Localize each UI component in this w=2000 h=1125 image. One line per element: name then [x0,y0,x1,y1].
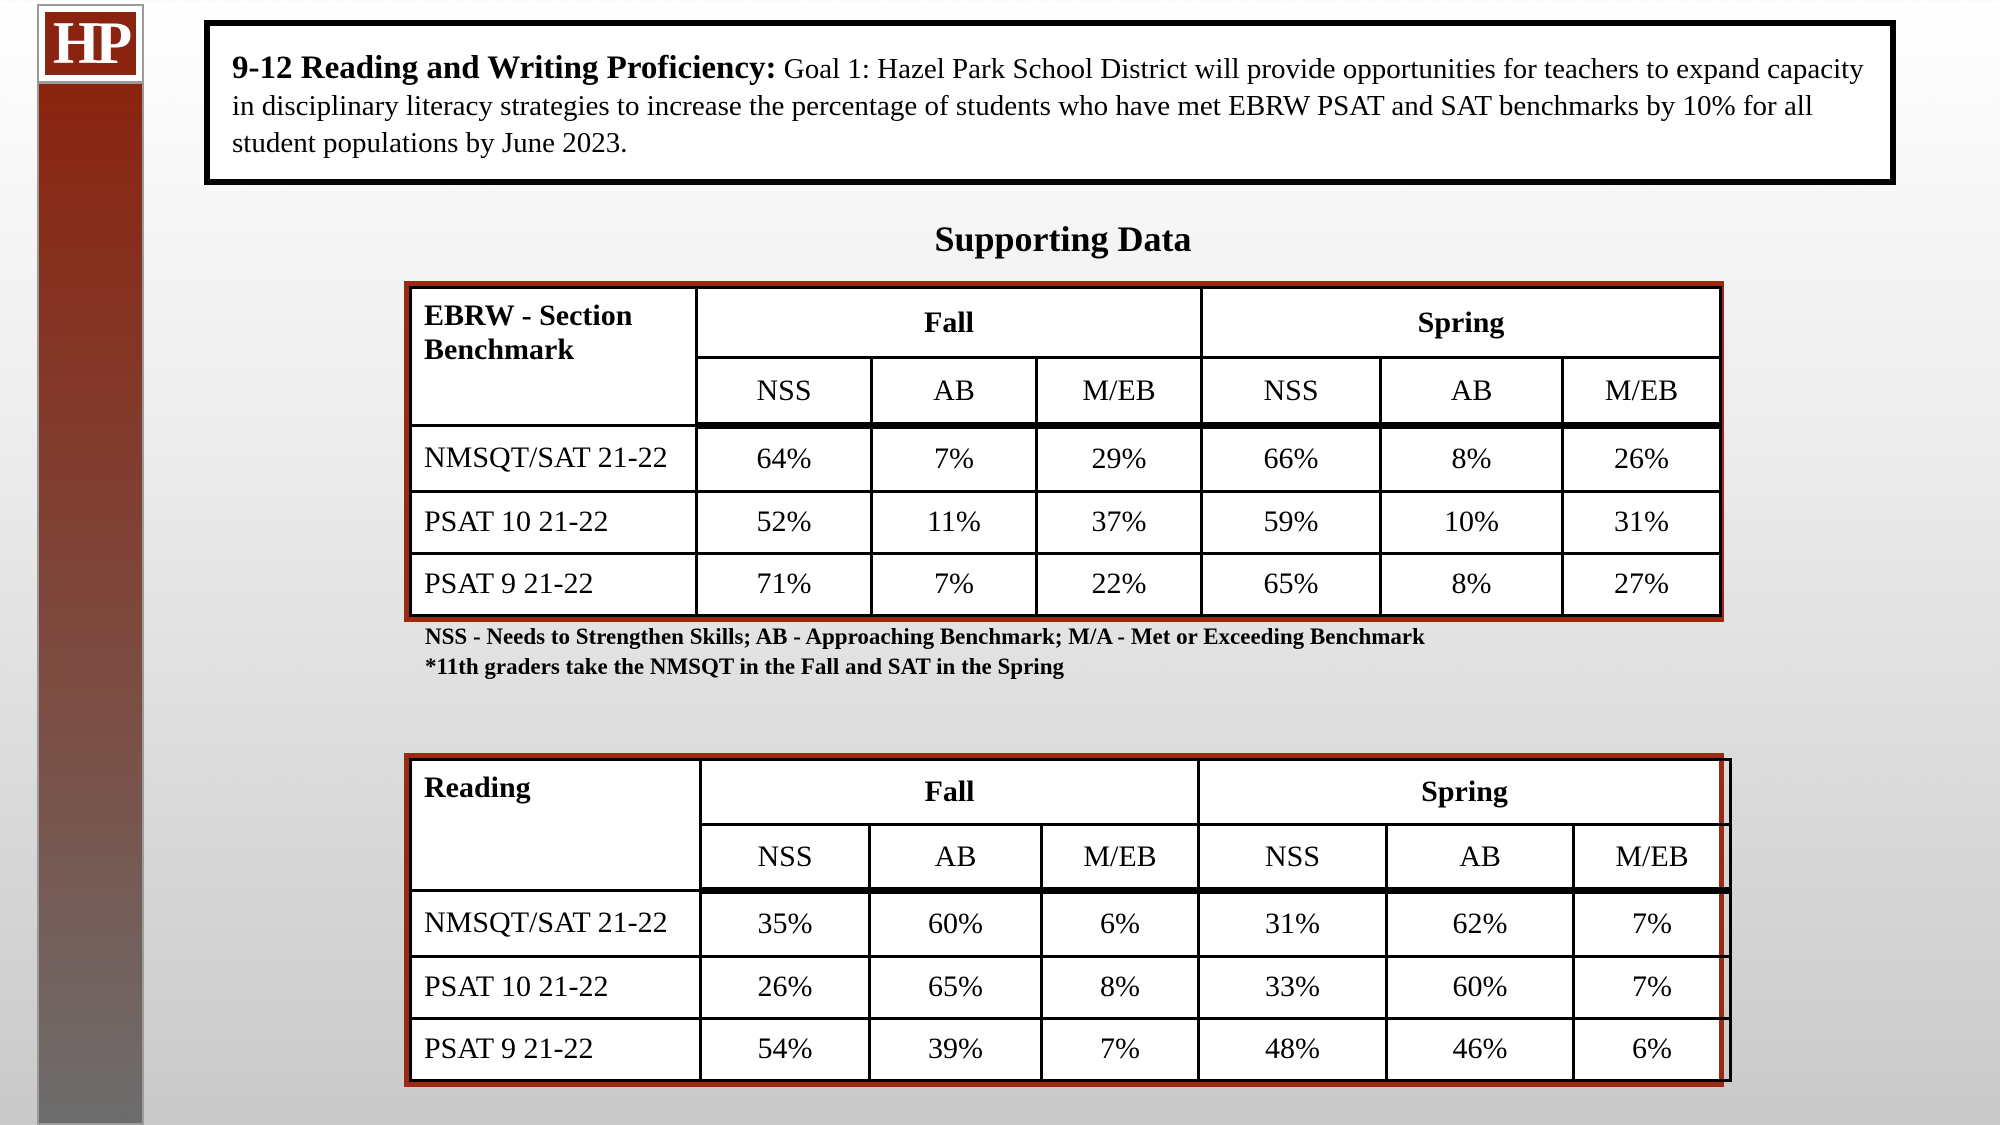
table-corner-label: Reading [411,760,701,891]
table-row [411,891,1731,957]
table-cell: 22% [1037,553,1202,615]
table-cell: 7% [872,553,1037,615]
group-header-fall: Fall [701,760,1199,825]
table-cell: 8% [1042,956,1199,1018]
table-cell: 52% [697,491,872,553]
table-cell: 26% [701,956,870,1018]
column-header: M/EB [1037,358,1202,426]
table-cell: 6% [1574,1018,1731,1080]
table-cell: 27% [1563,553,1721,615]
table-notes [425,622,1425,682]
table-row [411,553,1721,615]
column-header: M/EB [1042,825,1199,891]
district-logo [37,4,144,83]
reading-table [404,753,1724,1087]
page-title: Supporting Data [934,219,1192,259]
goal-body: Goal 1: Hazel Park School District will provide opportunities for teachers to expand capacity in disciplinary literacy strategies to increase the percentage of students who have met EBRW PSAT and SAT benchmarks by 10% for all student populations by June 2023. [232,53,1864,159]
legend-note: NSS - Needs to Strengthen Skills; AB - Approaching Benchmark; M/A - Met or Exceeding Benchmark [425,624,1425,649]
row-label: NMSQT/SAT 21-22 [411,426,697,492]
table-corner-label: EBRW - Section Benchmark [411,288,697,426]
column-header: NSS [1199,825,1387,891]
column-header: AB [1381,358,1563,426]
table-cell: 39% [870,1018,1042,1080]
row-label: PSAT 9 21-22 [411,1018,701,1080]
table-cell: 26% [1563,426,1721,492]
column-header: NSS [697,358,872,426]
goal-title: 9-12 Reading and Writing Proficiency: [232,50,777,86]
table-row [411,491,1721,553]
column-header: AB [870,825,1042,891]
table-cell: 7% [1042,1018,1199,1080]
table-cell: 10% [1381,491,1563,553]
table-cell: 29% [1037,426,1202,492]
table-cell: 6% [1042,891,1199,957]
logo-text: HP [45,12,136,75]
table-cell: 7% [1574,891,1731,957]
table-cell: 60% [870,891,1042,957]
column-header: M/EB [1563,358,1721,426]
table-cell: 46% [1387,1018,1574,1080]
footnote: *11th graders take the NMSQT in the Fall and SAT in the Spring [425,654,1064,679]
group-header-fall: Fall [697,288,1202,358]
row-label: PSAT 9 21-22 [411,553,697,615]
row-label: NMSQT/SAT 21-22 [411,891,701,957]
table-cell: 31% [1563,491,1721,553]
table-cell: 66% [1202,426,1381,492]
table-row [411,956,1731,1018]
table-cell: 65% [870,956,1042,1018]
table-row [411,426,1721,492]
table-cell: 59% [1202,491,1381,553]
table-cell: 60% [1387,956,1574,1018]
ebrw-table [404,281,1724,622]
table-cell: 35% [701,891,870,957]
table-cell: 7% [872,426,1037,492]
table-cell: 33% [1199,956,1387,1018]
goal-box [204,20,1896,185]
table-cell: 11% [872,491,1037,553]
table-cell: 64% [697,426,872,492]
column-header: AB [872,358,1037,426]
table-cell: 62% [1387,891,1574,957]
table-cell: 48% [1199,1018,1387,1080]
column-header: NSS [701,825,870,891]
column-header: M/EB [1574,825,1731,891]
table-cell: 54% [701,1018,870,1080]
table-cell: 31% [1199,891,1387,957]
table-cell: 71% [697,553,872,615]
table-cell: 65% [1202,553,1381,615]
row-label: PSAT 10 21-22 [411,491,697,553]
table-cell: 8% [1381,426,1563,492]
row-label: PSAT 10 21-22 [411,956,701,1018]
column-header: NSS [1202,358,1381,426]
column-header: AB [1387,825,1574,891]
table-row [411,1018,1731,1080]
table-cell: 7% [1574,956,1731,1018]
group-header-spring: Spring [1202,288,1721,358]
group-header-spring: Spring [1199,760,1731,825]
table-cell: 8% [1381,553,1563,615]
table-cell: 37% [1037,491,1202,553]
